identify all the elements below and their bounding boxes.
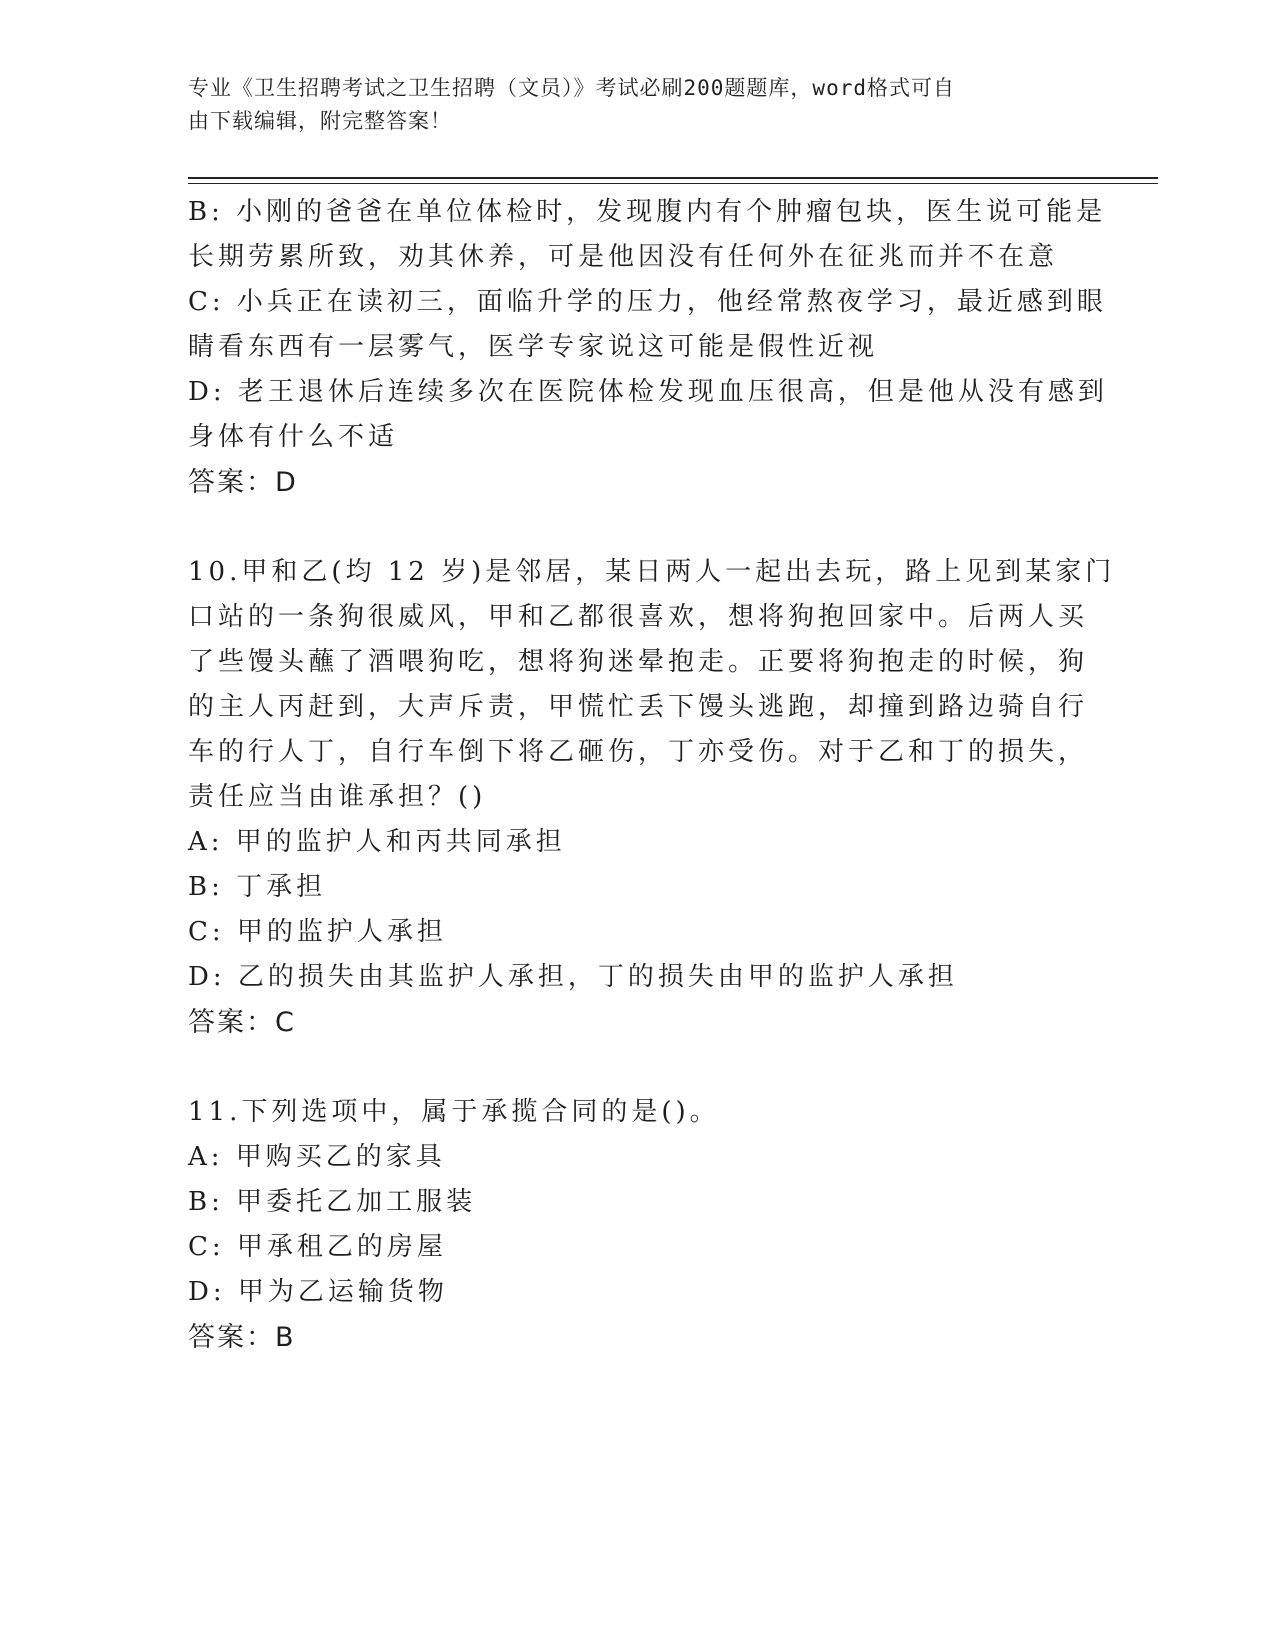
q10-option-c: C: 甲的监护人承担 [188,917,447,947]
spacer [188,505,1088,550]
q11-option-b: B: 甲委托乙加工服装 [188,1187,477,1217]
header-line-1: 专业《卫生招聘考试之卫生招聘（文员）》考试必刷200题题库，word格式可自 [188,76,955,100]
q10-option-d: D: 乙的损失由其监护人承担，丁的损失由甲的监护人承担 [188,962,958,992]
q10-stem-line-1: 10.甲和乙(均 12 岁)是邻居，某日两人一起出去玩，路上见到某家门 [188,557,1116,587]
q9-option-c-line-2: 睛看东西有一层雾气，医学专家说这可能是假性近视 [188,332,879,362]
q11-option-c: C: 甲承租乙的房屋 [188,1232,447,1262]
header-rule-thin [188,183,1158,184]
question-9-tail [188,190,1108,505]
q10-answer: 答案：C [188,1007,296,1038]
q9-option-c-line-1: C: 小兵正在读初三，面临升学的压力，他经常熬夜学习，最近感到眼 [188,287,1107,317]
q10-option-a: A: 甲的监护人和丙共同承担 [188,827,566,857]
q9-option-b-line-2: 长期劳累所致，劝其休养，可是他因没有任何外在征兆而并不在意 [188,242,1059,272]
q10-stem-line-5: 车的行人丁，自行车倒下将乙砸伤，丁亦受伤。对于乙和丁的损失， [188,737,1089,767]
q11-option-d: D: 甲为乙运输货物 [188,1277,448,1307]
q9-option-b-line-1: B: 小刚的爸爸在单位体检时，发现腹内有个肿瘤包块，医生说可能是 [188,197,1107,227]
question-10 [188,550,1116,1045]
q10-stem-line-4: 的主人丙赶到，大声斥责，甲慌忙丢下馒头逃跑，却撞到路边骑自行 [188,692,1089,722]
q11-answer: 答案：B [188,1322,296,1353]
header-rule-thick [188,177,1158,179]
question-11 [188,1090,1088,1360]
q10-option-b: B: 丁承担 [188,872,327,902]
q9-answer: 答案：D [188,467,298,498]
q11-stem: 11.下列选项中，属于承揽合同的是()。 [188,1097,720,1127]
header-line-2: 由下载编辑，附完整答案！ [188,109,452,133]
q10-stem-line-3: 了些馒头蘸了酒喂狗吃，想将狗迷晕抱走。正要将狗抱走的时候，狗 [188,647,1089,677]
page-header [188,72,1088,138]
spacer [188,1045,1088,1090]
q10-stem-line-6: 责任应当由谁承担？() [188,782,487,812]
q10-stem-line-2: 口站的一条狗很威风，甲和乙都很喜欢，想将狗抱回家中。后两人买 [188,602,1089,632]
question-content [188,190,1116,1360]
q9-option-d-line-2: 身体有什么不适 [188,422,399,452]
q11-option-a: A: 甲购买乙的家具 [188,1142,446,1172]
q9-option-d-line-1: D: 老王退休后连续多次在医院体检发现血压很高，但是他从没有感到 [188,377,1108,407]
